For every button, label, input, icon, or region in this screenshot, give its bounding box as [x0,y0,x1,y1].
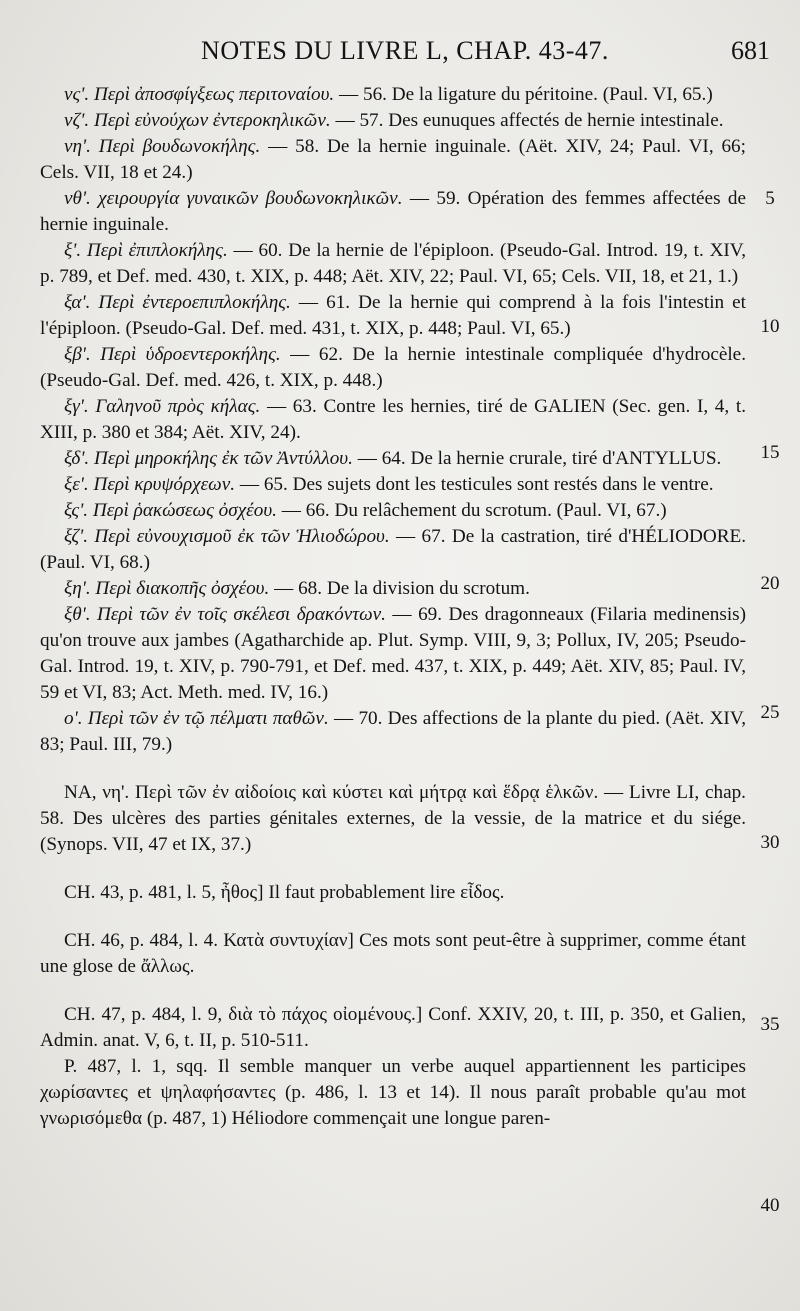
greek-heading: νζ'. Περὶ εὐνούχων ἐντεροκηλικῶν. [64,110,331,131]
entry-63 [40,394,746,446]
line-number: 20 [760,573,780,594]
margin-line-numbers [752,0,792,1311]
line-number: 5 [765,188,775,209]
entry-58 [40,134,746,186]
entry-56 [40,82,746,108]
entry-66 [40,498,746,524]
section-gap [40,980,746,1002]
note-lemma: NA, νη'. Περὶ τῶν ἐν αἰδοίοις καὶ κύστει καὶ μήτρᾳ καὶ ἕδρᾳ ἑλκῶν. [64,782,599,803]
entry-69 [40,602,746,706]
note-ch-46 [40,928,746,980]
french-text: — 58. De la hernie inguinale. (Aët. XIV, 24; Paul. VI, 66; Cels. VII, 18 et 24.) [40,136,746,183]
french-text: — 56. De la ligature du péritoine. (Paul. VI, 65.) [334,84,713,105]
french-text: — 66. Du relâchement du scrotum. (Paul. VI, 67.) [276,500,667,521]
french-text: — 60. De la hernie de l'épiploon. (Pseudo-Gal. Introd. 19, t. XIV, p. 789, et Def. med. 430, t. XIX, p. 448; Aët. XIV, 22; Paul. VI, 65; Cels. VII, 18, et 21, 1.) [40,240,746,287]
note-lemma: CH. 43, p. 481, l. 5, ἦθος] [64,882,264,903]
section-gap [40,758,746,780]
greek-heading: ξα'. Περὶ ἐντεροεπιπλοκήλης. [64,292,291,313]
note-ch-43 [40,880,746,906]
entry-64 [40,446,746,472]
entry-60 [40,238,746,290]
entry-67 [40,524,746,576]
entry-57 [40,108,746,134]
greek-heading: ξδ'. Περὶ μηροκήλης ἐκ τῶν Ἀντύλλου. [64,448,353,469]
note-na-58 [40,780,746,858]
entry-59 [40,186,746,238]
entry-70 [40,706,746,758]
note-lemma: CH. 47, p. 484, l. 9, διὰ τὸ πάχος οἰομένους.] [64,1004,423,1025]
section-gap [40,858,746,880]
french-text: — 63. Contre les hernies, tiré de GALIEN (Sec. gen. I, 4, t. XIII, p. 380 et 384; Aët. XIV, 24). [40,396,746,443]
french-text: — 62. De la hernie intestinale compliquée d'hydrocèle. (Pseudo-Gal. Def. med. 426, t. XIX, p. 448.) [40,344,746,391]
line-number: 15 [760,442,780,463]
note-text: — Livre LI, chap. 58. Des ulcères des parties génitales externes, de la vessie, de la matrice et du siége. (Synops. VII, 47 et IX, 37.) [40,782,746,855]
line-number: 10 [760,316,780,337]
entry-65 [40,472,746,498]
greek-heading: νς'. Περὶ ἀποσφίγξεως περιτοναίου. [64,84,335,105]
note-text: Ces mots sont peut-être à supprimer, comme étant une glose de ἄλλως. [40,930,746,977]
french-text: — 57. Des eunuques affectés de hernie intestinale. [330,110,724,131]
french-text: — 59. Opération des femmes affectées de hernie inguinale. [40,188,746,235]
entry-62 [40,342,746,394]
note-ch-47 [40,1002,746,1054]
greek-heading: ξθ'. Περὶ τῶν ἐν τοῖς σκέλεσι δρακόντων. [64,604,386,625]
french-text: — 64. De la hernie crurale, tiré d'ANTYLLUS. [352,448,722,469]
greek-heading: ξ'. Περὶ ἐπιπλοκήλης. [64,240,228,261]
french-text: — 69. Des dragonneaux (Filaria medinensis) qu'on trouve aux jambes (Agatharchide ap. Plut. Symp. VIII, 9, 3; Pollux, IV, 205; Pseudo-Gal. Introd. 19, t. XIV, p. 790-791, et Def. med. 437, t. XIX, p. 449; Aët. XIV, 85; Paul. IV, 59 et VI, 83; Act. Meth. med. IV, 16.) [40,604,747,703]
running-title: NOTES DU LIVRE L, CHAP. 43-47. [201,36,609,65]
french-text: — 65. Des sujets dont les testicules sont restés dans le ventre. [235,474,714,495]
french-text: — 61. De la hernie qui comprend à la fois l'intestin et l'épiploon. (Pseudo-Gal. Def. med. 431, t. XIX, p. 448; Paul. VI, 65.) [40,292,746,339]
french-text: — 68. De la division du scrotum. [269,578,530,599]
note-text: Conf. XXIV, 20, t. III, p. 350, et Galien, Admin. anat. V, 6, t. II, p. 510-511. [40,1004,746,1051]
greek-heading: νθ'. χειρουργία γυναικῶν βουδωνοκηλικῶν. [64,188,403,209]
note-p-487 [40,1054,746,1132]
line-number: 35 [760,1014,780,1035]
main-text [40,82,746,1132]
line-number: 40 [760,1195,780,1216]
note-text: Il faut probablement lire εἶδος. [263,882,505,903]
line-number: 25 [760,702,780,723]
greek-heading: ξζ'. Περὶ εὐνουχισμοῦ ἐκ τῶν Ἡλιοδώρου. [64,526,390,547]
greek-heading: ξγ'. Γαληνοῦ πρὸς κήλας. [64,396,261,417]
entry-61 [40,290,746,342]
entry-68 [40,576,746,602]
french-text: — 70. Des affections de la plante du pied. (Aët. XIV, 83; Paul. III, 79.) [40,708,747,755]
greek-heading: ξε'. Περὶ κρυψόρχεων. [64,474,236,495]
greek-heading: νη'. Περὶ βουδωνοκήλης. [64,136,261,157]
note-lemma: P. 487, l. 1, sqq. [64,1056,208,1077]
greek-heading: ο'. Περὶ τῶν ἐν τῷ πέλματι παθῶν. [64,708,329,729]
note-lemma: CH. 46, p. 484, l. 4. Κατὰ συντυχίαν] [64,930,354,951]
greek-heading: ξς'. Περὶ ῥακώσεως ὀσχέου. [64,500,277,521]
line-number: 30 [760,832,780,853]
page-number: 681 [731,36,770,65]
section-gap [40,906,746,928]
page-header [40,30,770,70]
french-text: — 67. De la castration, tiré d'HÉLIODORE. (Paul. VI, 68.) [40,526,747,573]
greek-heading: ξη'. Περὶ διακοπῆς ὀσχέου. [64,578,270,599]
note-text: Il semble manquer un verbe auquel appartiennent les participes χωρίσαντες et ψηλαφήσαντες (p. 486, l. 13 et 14). Il nous paraît probable qu'au mot γνωρισόμεθα (p. 487, 1) Héliodore commençait une longue paren- [40,1056,746,1129]
greek-heading: ξβ'. Περὶ ὑδροεντεροκήλης. [64,344,281,365]
